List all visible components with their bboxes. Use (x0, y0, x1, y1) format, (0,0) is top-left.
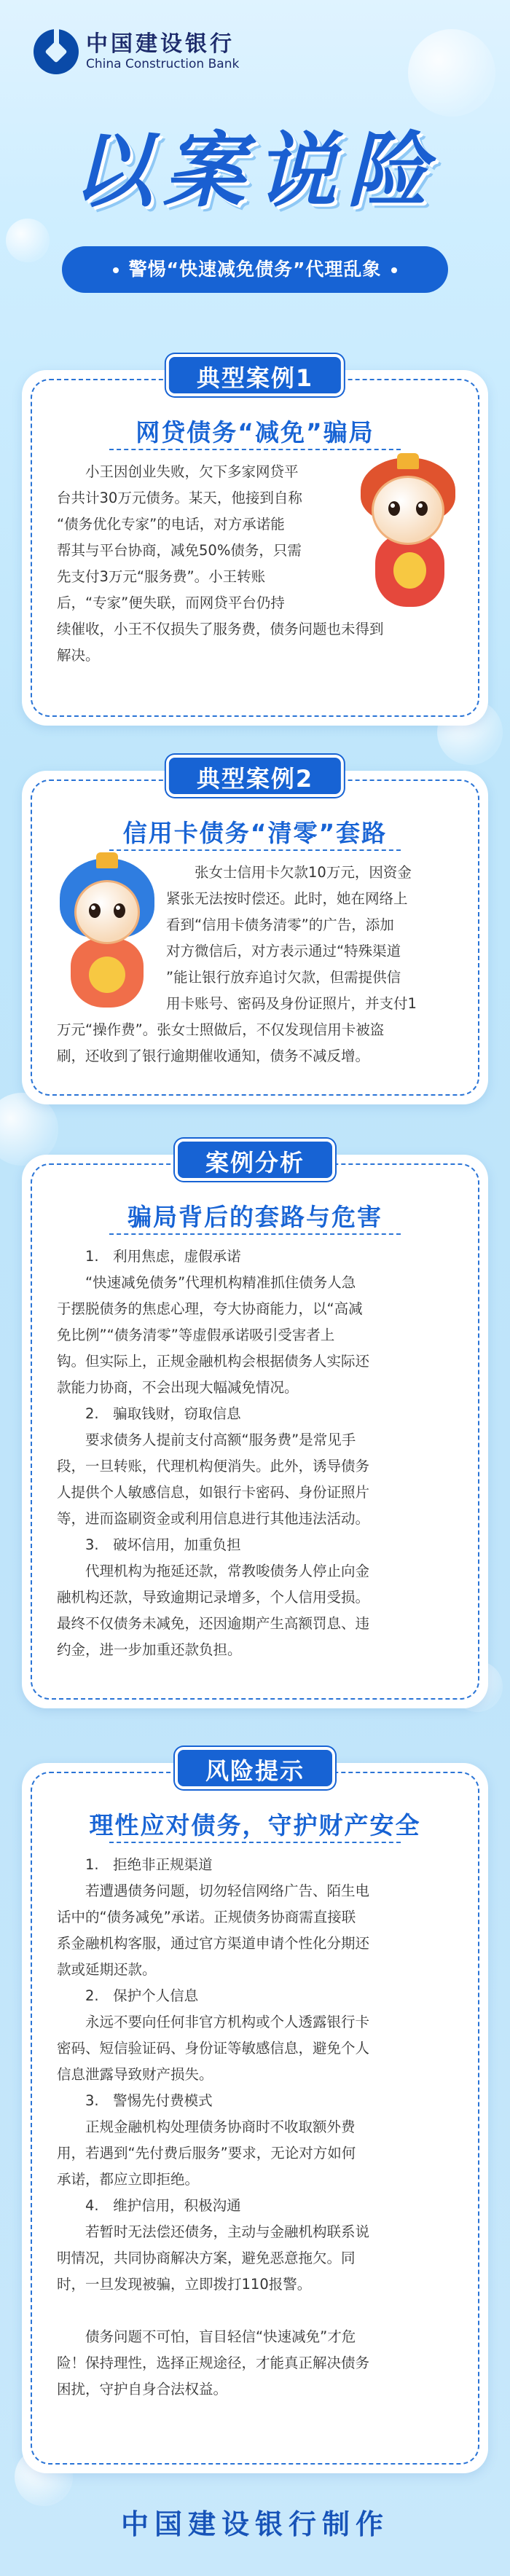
analysis-card (22, 1149, 488, 1708)
brand-text (86, 32, 239, 71)
case1-line: 帮其与平台协商，减免50%债务，只需 (57, 542, 302, 559)
analysis-point-title: 2. 骗取钱财，窃取信息 (85, 1405, 241, 1422)
analysis-line: 最终不仅债务未减免，还因逾期产生高额罚息、违 (57, 1615, 370, 1632)
analysis-line: 约金，进一步加重还款负担。 (57, 1641, 242, 1658)
case1-card (22, 364, 488, 726)
analysis-point-title: 1. 利用焦虑，虚假承诺 (85, 1248, 241, 1265)
footer-credit: 中国建设银行制作 (120, 2508, 389, 2540)
analysis-line: 款能力协商，不会出现大幅减免情况。 (57, 1379, 299, 1396)
analysis-line: 等，进而盗刷资金或利用信息进行其他违法活动。 (57, 1510, 370, 1527)
mascot-eye (388, 501, 400, 516)
tip-line: 若遭遇债务问题，切勿轻信网络广告、陌生电 (85, 1882, 370, 1899)
subtitle-text: 警惕“快速减免债务”代理乱象 (128, 259, 382, 280)
analysis-line: “快速减免债务”代理机构精准抓住债务人急 (85, 1274, 356, 1291)
decor-bubble (408, 29, 495, 117)
analysis-point-title: 3. 破坏信用，加重负担 (85, 1536, 241, 1553)
case2-line: 万元“操作费”。张女士照做后，不仅发现信用卡被盗 (57, 1021, 385, 1038)
case1-line: 续催收，小王不仅损失了服务费，债务问题也未得到 (57, 621, 384, 637)
tips-tab: 风险提示 (175, 1747, 335, 1789)
tip-line: 款或延期还款。 (57, 1961, 157, 1978)
heading-divider (109, 449, 401, 450)
case2-line: ”能让银行放弃追讨欠款，但需提供信 (166, 969, 401, 986)
page-title: 以案说险 (71, 124, 439, 219)
case1-heading: 网贷债务“减免”骗局 (136, 418, 374, 447)
tip-line: 困扰，守护自身合法权益。 (57, 2381, 228, 2398)
dot-icon (391, 267, 397, 273)
tip-line: 时，一旦发现被骗，立即拨打110报警。 (57, 2276, 312, 2293)
tip-spacer (57, 2298, 465, 2324)
tip-title: 4. 维护信用，积极沟通 (85, 2197, 241, 2214)
analysis-body (57, 1244, 465, 1663)
case1-tab: 典型案例1 (166, 354, 344, 396)
tip-line: 险！保持理性，选择正规途径，才能真正解决债务 (57, 2355, 370, 2371)
tip-title: 2. 保护个人信息 (85, 1987, 199, 2004)
analysis-line: 要求债务人提前支付高额“服务费”是常见手 (85, 1432, 356, 1448)
tip-line: 用，若遇到“先付费后服务”要求，无论对方如何 (57, 2145, 356, 2161)
tip-line: 承诺，都应立即拒绝。 (57, 2171, 200, 2188)
analysis-line: 于摆脱债务的焦虑心理，夸大协商能力，以“高减 (57, 1300, 363, 1317)
case2-line: 紧张无法按时偿还。此时，她在网络上 (166, 890, 408, 907)
case2-line: 刷，还收到了银行逾期催收通知，债务不减反增。 (57, 1048, 370, 1064)
case1-line: 先支付3万元“服务费”。小王转账 (57, 568, 266, 585)
case1-line: 台共计30万元债务。某天，他接到自称 (57, 490, 302, 506)
heading-divider (109, 849, 401, 851)
case1-line: “债务优化专家”的电话，对方承诺能 (57, 516, 285, 533)
analysis-heading: 骗局背后的套路与危害 (128, 1203, 382, 1231)
analysis-line: 代理机构为拖延还款，常教唆债务人停止向金 (85, 1563, 370, 1579)
mascot-belly (393, 552, 426, 589)
tip-title: 1. 拒绝非正规渠道 (85, 1856, 213, 1873)
brand-name-en: China Construction Bank (86, 57, 240, 71)
mascot-face (372, 476, 444, 545)
mascot-eye (416, 501, 428, 516)
decor-bubble (6, 219, 50, 262)
tips-card (22, 1757, 488, 2473)
tip-line: 信息泄露导致财产损失。 (57, 2066, 213, 2083)
analysis-tab: 案例分析 (175, 1139, 335, 1181)
analysis-line: 钩。但实际上，正规金融机构会根据债务人实际还 (57, 1353, 370, 1370)
tip-line: 永远不要向任何非官方机构或个人透露银行卡 (85, 2014, 370, 2030)
case2-line: 对方微信后，对方表示通过“特殊渠道 (166, 943, 401, 959)
case1-line: 解决。 (57, 647, 100, 664)
brand-header (34, 29, 239, 74)
heading-divider (109, 1233, 401, 1235)
tip-line: 密码、短信验证码、身份证等敏感信息，避免个人 (57, 2040, 370, 2057)
case2-tab: 典型案例2 (166, 755, 344, 797)
tip-line: 若暂时无法偿还债务，主动与金融机构联系说 (85, 2223, 370, 2240)
case2-line: 张女士信用卡欠款10万元，因资金 (195, 864, 412, 881)
analysis-line: 融机构还款，导致逾期记录增多，个人信用受损。 (57, 1589, 370, 1606)
case2-card (22, 765, 488, 1104)
tip-title: 3. 警惕先付费模式 (85, 2092, 213, 2109)
case2-heading: 信用卡债务“清零”套路 (122, 819, 388, 847)
subtitle-banner (62, 246, 448, 293)
mascot-crown (397, 453, 419, 469)
mascot-snake-illustration (353, 458, 463, 610)
tips-body (57, 1852, 465, 2403)
case1-line: 小王因创业失败，欠下多家网贷平 (85, 463, 299, 480)
tip-line: 话中的“债务减免”承诺。正规债务协商需直接联 (57, 1909, 356, 1925)
dot-icon (113, 267, 119, 273)
tip-line: 债务问题不可怕，盲目轻信“快速减免”才危 (85, 2328, 356, 2345)
case2-line: 用卡账号、密码及身份证照片，并支付1 (166, 995, 417, 1012)
tip-line: 正规金融机构处理债务协商时不收取额外费 (85, 2118, 356, 2135)
heading-divider (109, 1842, 401, 1843)
case2-body (57, 860, 465, 1069)
ccb-logo-icon (34, 29, 79, 74)
case2-line: 看到“信用卡债务清零”的广告，添加 (166, 916, 394, 933)
tips-heading: 理性应对债务，守护财产安全 (89, 1811, 421, 1839)
brand-name-cn: 中国建设银行 (86, 31, 235, 57)
tip-line: 明情况，共同协商解决方案，避免恶意拖欠。同 (57, 2250, 356, 2266)
case1-line: 后，“专家”便失联，而网贷平台仍持 (57, 594, 285, 611)
analysis-line: 人提供个人敏感信息，如银行卡密码、身份证照片 (57, 1484, 370, 1501)
analysis-line: 段，一旦转账，代理机构便消失。此外，诱导债务 (57, 1458, 370, 1474)
analysis-line: 免比例”“债务清零”等虚假承诺吸引受害者上 (57, 1327, 335, 1343)
tip-line: 系金融机构客服，通过官方渠道申请个性化分期还 (57, 1935, 370, 1952)
